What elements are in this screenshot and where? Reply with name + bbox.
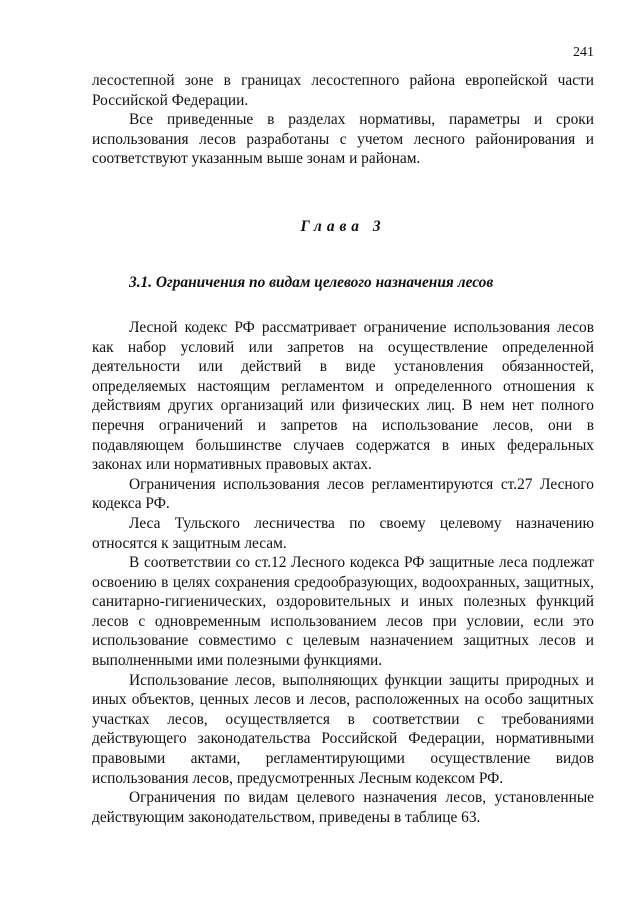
paragraph-tula-forests: Леса Тульского лесничества по своему целевому назначению относятся к защитным лесам. xyxy=(92,514,594,552)
page-number: 241 xyxy=(573,45,594,60)
paragraph-forest-code: Лесной кодекс РФ рассматривает ограничение использования лесов как набор условий или запретов на осуществление определенной деятельности или действий в виде установления обязанностей, определяемых настоящим регламентом и определенного отношения к действиям других организаций или физических лиц. В нем нет полного перечня ограничений и запретов на использование лесов, они в подавляющем большинстве случаев содержатся в иных федеральных законах или нормативных правовых актах. xyxy=(92,318,594,474)
paragraph-article-27: Ограничения использования лесов регламентируются ст.27 Лесного кодекса РФ. xyxy=(92,475,594,513)
paragraph-continuation: лесостепной зоне в границах лесостепного района европейской части Российской Федерации. xyxy=(92,72,594,109)
section-heading: 3.1. Ограничения по видам целевого назначения лесов xyxy=(129,273,494,291)
paragraph-article-12: В соответствии со ст.12 Лесного кодекса РФ защитные леса подлежат освоению в целях сохранения средообразующих, водоохранных, защитных, санитарно-гигиенических, оздоровительных и иных полезных функций лесов с одновременным использованием лесов при условии, если это использование совместимо с целевым назначением защитных лесов и выполненными ими полезными функциями. xyxy=(92,554,594,670)
chapter-heading: Глава 3 xyxy=(300,217,386,235)
section-body xyxy=(92,318,594,827)
paragraph-table-reference: Ограничения по видам целевого назначения лесов, установленные действующим законодательством, приведены в таблице 63. xyxy=(92,789,594,826)
paragraph-zoning-note: Все приведенные в разделах нормативы, параметры и сроки использования лесов разработаны с учетом лесного районирования и соответствуют указанным выше зонам и районам. xyxy=(92,111,594,168)
paragraph-protective-use: Использование лесов, выполняющих функции защиты природных и иных объектов, ценных лесов и лесов, расположенных на особо защитных участках лесов, осуществляется в соответствии с требованиями действующего законодательства Российской Федерации, нормативными правовыми актами, регламентирующими осуществление видов использования лесов, предусмотренных Лесным кодексом РФ. xyxy=(92,671,594,787)
page-content xyxy=(92,71,594,827)
